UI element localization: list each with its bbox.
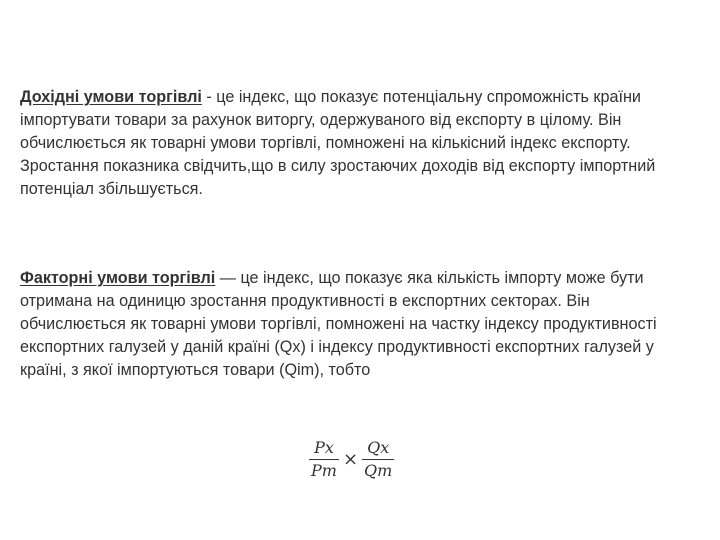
- numerator-qx: Qx: [367, 438, 390, 457]
- definition-factor-terms-of-trade: — це індекс, що показує яка кількість імпорту може бути отримана на одиницю зростання продуктивності в експортних секторах. Він обчислюється як товарні умови торгівлі, помножені на частку індексу продуктивності експортних галузей у даній країні (Qx) і індексу продуктивності експортних галузей у країні, з якої імпортуються товари (Qim), тобто: [20, 269, 657, 379]
- fraction-bar: [309, 459, 339, 460]
- term-factor-terms-of-trade: Факторні умови торгівлі: [20, 269, 216, 287]
- numerator-px: Px: [314, 438, 334, 457]
- denominator-qm: Qm: [364, 461, 393, 480]
- formula: [309, 438, 394, 481]
- paragraph-factor-terms-of-trade: [20, 267, 688, 382]
- fraction-productivity: [362, 438, 394, 481]
- definition-income-terms-of-trade: - це індекс, що показує потенціальну спроможність країни імпортувати товари за рахунок виторгу, одержуваного від експорту в цілому. Він обчислюється як товарні умови торгівлі, помножені на кількісний індекс експорту. Зростання показника свідчить,що в силу зростаючих доходів від експорту імпортний потенціал збільшується.: [20, 88, 656, 198]
- denominator-pm: Pm: [311, 461, 337, 480]
- fraction-price: [309, 438, 339, 481]
- term-income-terms-of-trade: Дохідні умови торгівлі: [20, 88, 202, 106]
- multiply-operator: ×: [342, 449, 359, 470]
- paragraph-income-terms-of-trade: [20, 86, 688, 201]
- fraction-bar: [362, 459, 394, 460]
